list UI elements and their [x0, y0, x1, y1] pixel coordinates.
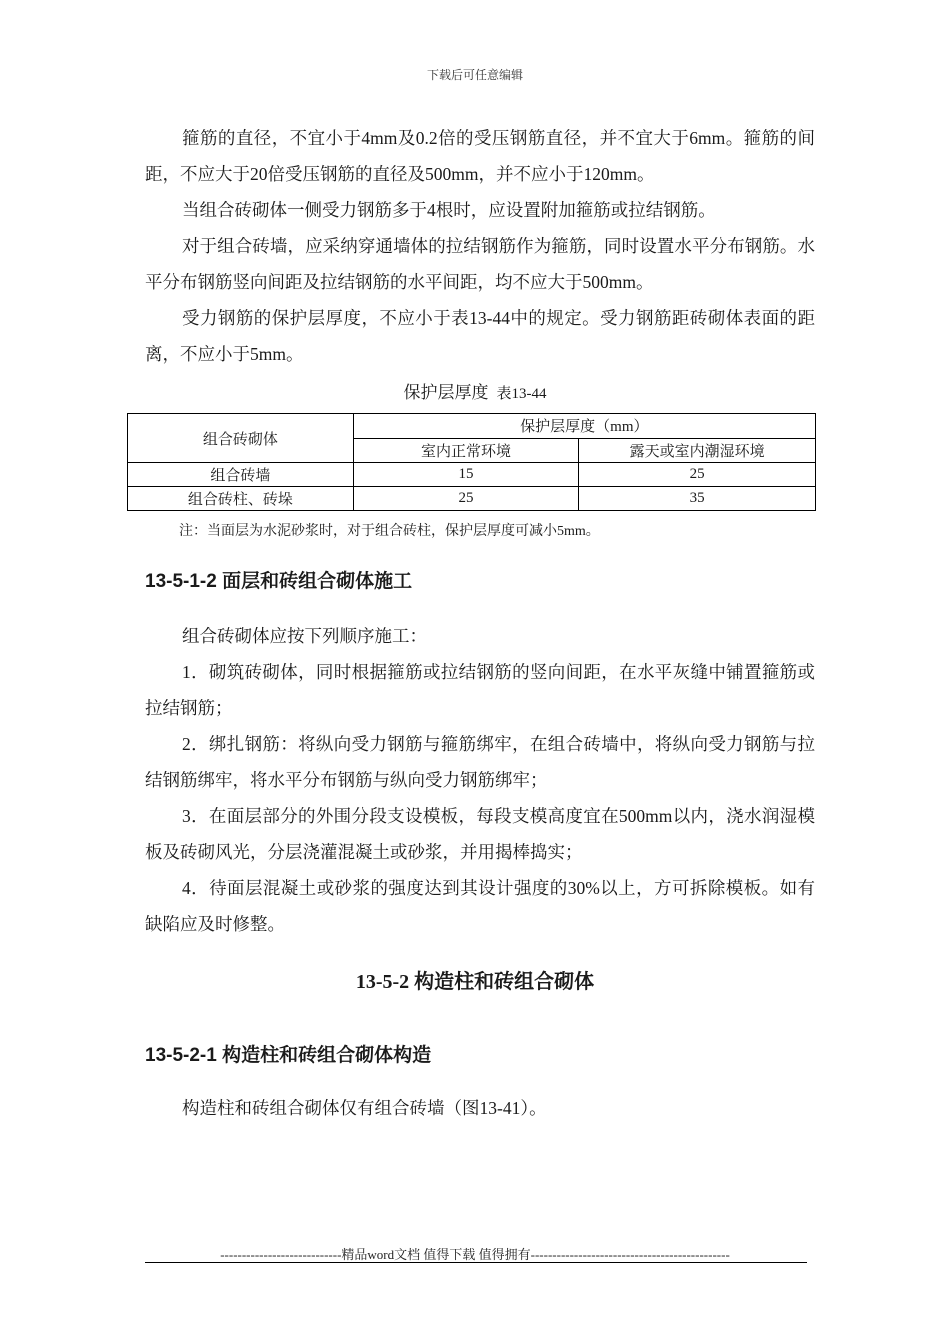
table-header-outdoor: 露天或室内潮湿环境	[579, 438, 816, 463]
paragraph-construction-intro: 组合砖砌体应按下列顺序施工：	[182, 626, 427, 646]
table-cell-outdoor: 25	[579, 463, 816, 487]
table-cell-name: 组合砖柱、砖垛	[128, 487, 354, 511]
table-caption-title: 保护层厚度	[403, 383, 489, 402]
footer-divider	[145, 1262, 807, 1263]
footer-text: ----------------------------精品word文档 值得下载 值得拥有----------------------------------------------	[220, 1247, 730, 1262]
paragraph-structural-column: 构造柱和砖组合砌体仅有组合砖墙（图13-41）。	[182, 1098, 547, 1118]
table-cell-outdoor: 35	[579, 487, 816, 511]
section-heading-13-5-2-1: 13-5-2-1 构造柱和砖组合砌体构造	[145, 1045, 432, 1066]
table-header-indoor: 室内正常环境	[353, 438, 579, 463]
table-header-masonry: 组合砖砌体	[128, 414, 354, 463]
list-item-step-3: 3．在面层部分的外围分段支设模板，每段支模高度宜在500mm以内，浇水润湿模板及砖砌风光，分层浇灌混凝土或砂浆，并用揭棒捣实；	[145, 806, 815, 862]
table-note: 注：当面层为水泥砂浆时，对于组合砖柱，保护层厚度可减小5mm。	[179, 524, 600, 539]
table-header-cover-group: 保护层厚度（mm）	[353, 414, 815, 439]
table-header-row	[128, 414, 816, 439]
table-cell-name: 组合砖墙	[128, 463, 354, 487]
cover-thickness-table	[127, 413, 816, 511]
list-item-step-4: 4．待面层混凝土或砂浆的强度达到其设计强度的30%以上，方可拆除模板。如有缺陷应及时修整。	[145, 878, 815, 934]
table-caption	[0, 378, 950, 403]
table-row	[128, 487, 816, 511]
table-cell-indoor: 25	[353, 487, 579, 511]
table-caption-number: 表13-44	[496, 386, 547, 402]
list-item-step-1: 1．砌筑砖砌体，同时根据箍筋或拉结钢筋的竖向间距，在水平灰缝中铺置箍筋或拉结钢筋；	[145, 662, 815, 718]
paragraph-composite-wall: 对于组合砖墙，应采纳穿通墙体的拉结钢筋作为箍筋，同时设置水平分布钢筋。水平分布钢筋竖向间距及拉结钢筋的水平间距，均不应大于500mm。	[145, 236, 815, 292]
section-heading-13-5-2: 13-5-2 构造柱和砖组合砌体	[355, 971, 595, 993]
table-row	[128, 463, 816, 487]
section-heading-13-5-1-2: 13-5-1-2 面层和砖组合砌体施工	[145, 571, 413, 592]
paragraph-stirrup-spec: 箍筋的直径，不宜小于4mm及0.2倍的受压钢筋直径，并不宜大于6mm。箍筋的间距，不应大于20倍受压钢筋的直径及500mm，并不应小于120mm。	[145, 128, 815, 184]
list-item-step-2: 2．绑扎钢筋：将纵向受力钢筋与箍筋绑牢，在组合砖墙中，将纵向受力钢筋与拉结钢筋绑牢，将水平分布钢筋与纵向受力钢筋绑牢；	[145, 734, 815, 790]
paragraph-cover-thickness: 受力钢筋的保护层厚度，不应小于表13-44中的规定。受力钢筋距砖砌体表面的距离，不应小于5mm。	[145, 308, 815, 364]
table-cell-indoor: 15	[353, 463, 579, 487]
paragraph-extra-stirrups: 当组合砖砌体一侧受力钢筋多于4根时，应设置附加箍筋或拉结钢筋。	[182, 200, 716, 220]
header-note: 下载后可任意编辑	[426, 68, 523, 82]
